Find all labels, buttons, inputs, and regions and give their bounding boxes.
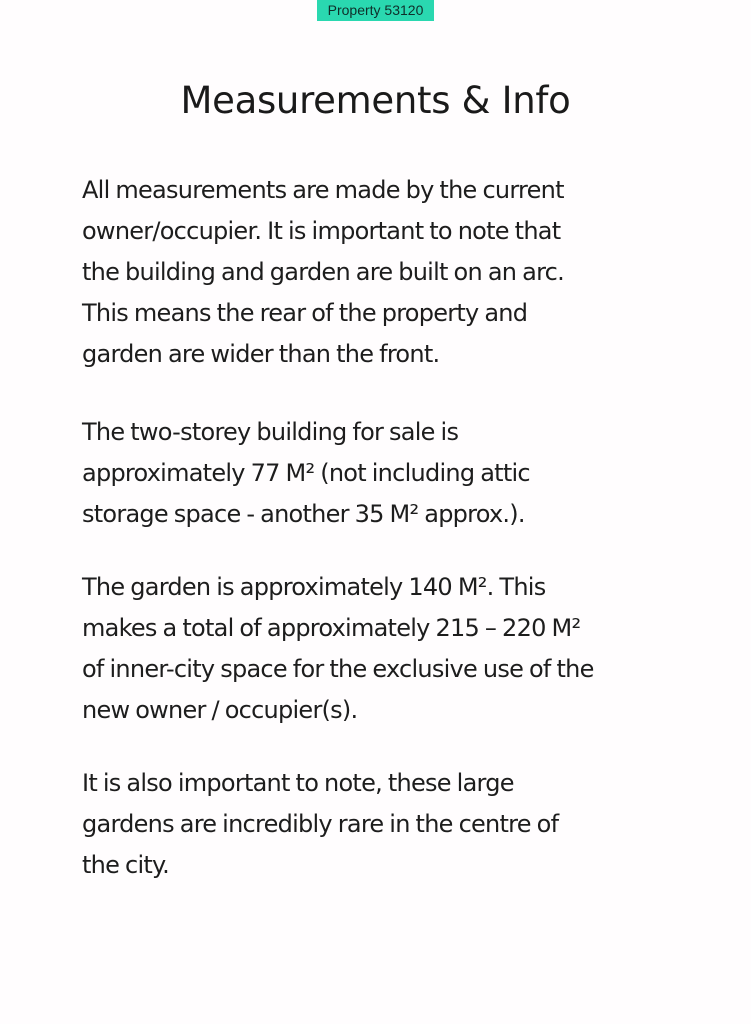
paragraph-measurement-note: All measurements are made by the current owner/occupier. It is important to note that the building and garden are built on an arc. This means the rear of the property and garden are wider than the front.	[82, 176, 564, 368]
page-title: Measurements & Info	[180, 79, 571, 122]
paragraph-building-size: The two-storey building for sale is approximately 77 M² (not including attic storage space - another 35 M² approx.).	[82, 418, 530, 528]
paragraph-garden-rarity: It is also important to note, these large gardens are incredibly rare in the centre of the city.	[82, 769, 559, 879]
paragraph-garden-size: The garden is approximately 140 M². This makes a total of approximately 215 – 220 M² of inner-city space for the exclusive use of the new owner / occupier(s).	[82, 573, 594, 724]
document-body	[82, 170, 690, 923]
property-id-badge: Property 53120	[317, 0, 434, 21]
